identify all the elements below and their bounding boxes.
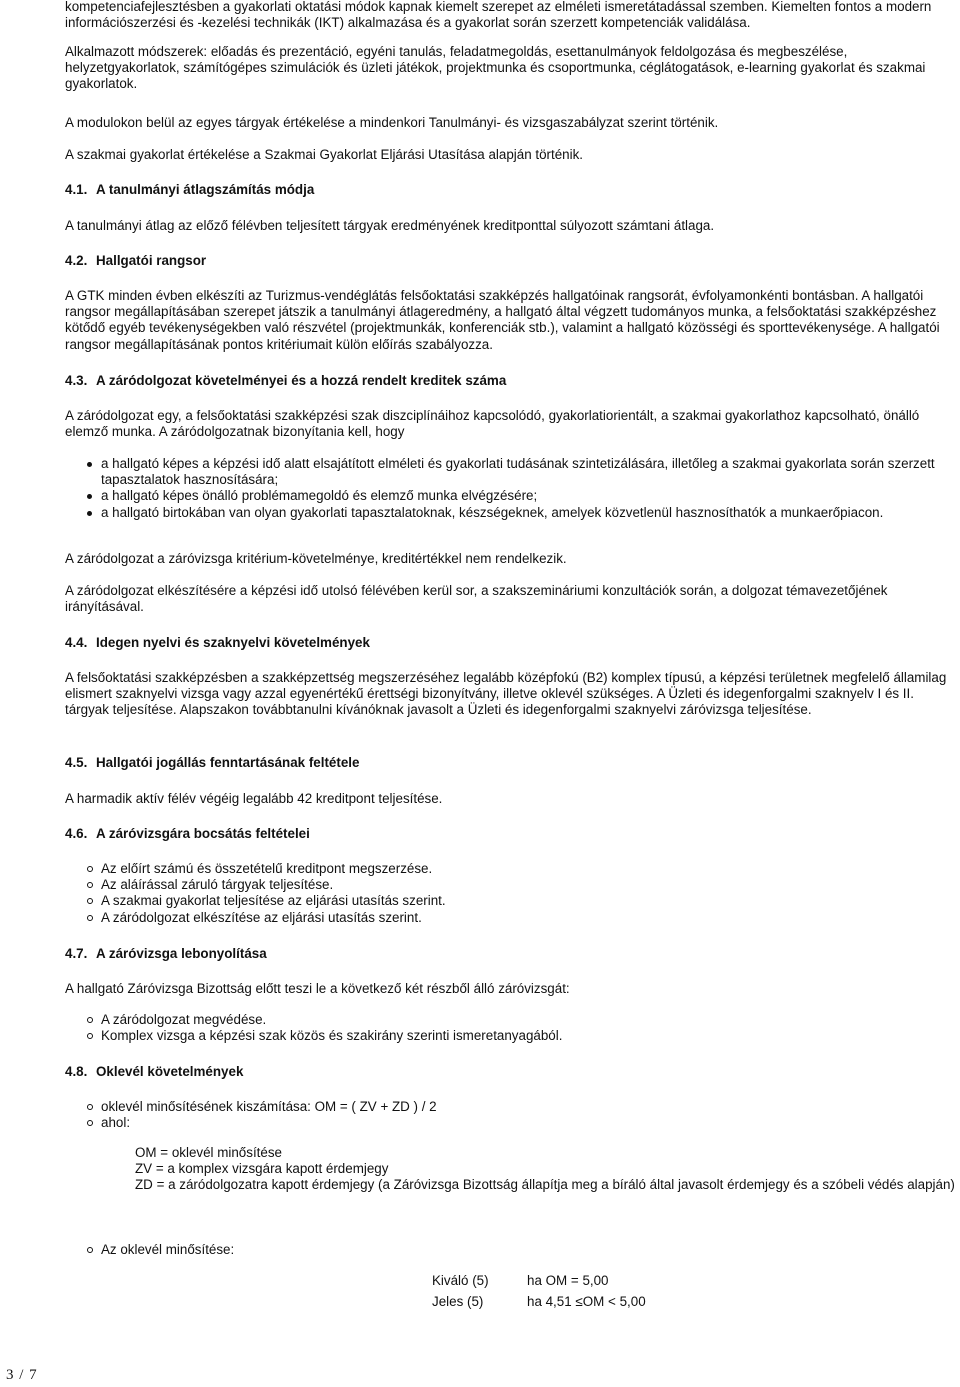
list-exam-conditions (65, 861, 957, 926)
list-item-where: ahol: (65, 1115, 957, 1131)
heading-4-7 (65, 946, 957, 962)
paragraph-4-2: A GTK minden évben elkészíti az Turizmus-vendéglátás felsőoktatási szakképzés hallgatóinak rangsorát, évfolyamonkénti bontásban. A hallgatói rangsor megállapításában szerepet játszik a tanulmányi átlageredmény, a hallgató által végzett tudományos munka, a felsőoktatási szakképzéshez kötődő egyéb tevékenységekben való részvétel (projektmunkák, konferenciák stb.), valamint a hallgató közösségi és sporttevékenysége. A hallgatói rangsor megállapításának pontos kritériumait külön előírás szabályozza. (65, 288, 940, 352)
heading-4-3 (65, 373, 957, 389)
list-item: a hallgató képes önálló problémamegoldó és elemző munka elvégzésére; (65, 488, 957, 504)
heading-4-2 (65, 253, 957, 269)
heading-number: 4.7. (65, 946, 88, 961)
heading-title: Idegen nyelvi és szaknyelvi követelmények (96, 635, 370, 650)
heading-title: Hallgatói jogállás fenntartásának feltétele (96, 755, 360, 770)
heading-title: A záróvizsgára bocsátás feltételei (96, 826, 310, 841)
heading-4-8 (65, 1064, 957, 1080)
heading-4-1 (65, 182, 957, 198)
heading-number: 4.8. (65, 1064, 88, 1079)
heading-title: A záróvizsga lebonyolítása (96, 946, 267, 961)
paragraph-4-3-b: A záródolgozat a záróvizsga kritérium-követelménye, kreditértékkel nem rendelkezik. (65, 551, 567, 566)
grade-label: Kiváló (5) (432, 1273, 489, 1288)
heading-number: 4.3. (65, 373, 88, 388)
heading-number: 4.4. (65, 635, 88, 650)
heading-title: Hallgatói rangsor (96, 253, 207, 268)
grade-row (432, 1271, 609, 1291)
list-thesis-requirements (65, 456, 957, 521)
grade-label: Jeles (5) (432, 1294, 484, 1309)
list-item: A záródolgozat elkészítése az eljárási utasítás szerint. (65, 910, 957, 926)
list-item: a hallgató képes a képzési idő alatt elsajátított elméleti és gyakorlati tudásának szintetizálására, illetőleg a szakmai gyakorlata során szerzett tapasztalatok hasznosítására; (65, 456, 957, 488)
page-number: 3 / 7 (6, 1367, 38, 1383)
paragraph-4-7: A hallgató Záróvizsga Bizottság előtt teszi le a következő két részből álló záróvizsgát: (65, 981, 570, 996)
list-diploma (65, 1099, 957, 1131)
list-item: A záródolgozat megvédése. (65, 1012, 957, 1028)
grade-rule: ha OM = 5,00 (527, 1273, 609, 1288)
grade-rule: ha 4,51 ≤OM < 5,00 (527, 1294, 646, 1309)
paragraph-4-3-a: A záródolgozat egy, a felsőoktatási szakképzési szak diszciplínáihoz kapcsolódó, gyakorlatiorientált, a szakmai gyakorlathoz kapcsolható, önálló elemző munka. A záródolgozatnak bizonyítania kell, hogy (65, 408, 920, 440)
definition-zd: ZD = a záródolgozatra kapott érdemjegy (a Záróvizsga Bizottság állapítja meg a bíráló által javasolt érdemjegy és a szóbeli védés alapján) (135, 1177, 955, 1192)
heading-number: 4.2. (65, 253, 88, 268)
list-exam-parts (65, 1012, 957, 1044)
heading-4-6 (65, 826, 957, 842)
heading-4-5 (65, 755, 957, 771)
list-item: A szakmai gyakorlat teljesítése az eljárási utasítás szerint. (65, 893, 957, 909)
paragraph-4-5: A harmadik aktív félév végéig legalább 42 kreditpont teljesítése. (65, 791, 443, 806)
grade-row (432, 1292, 646, 1312)
paragraph-methods: Alkalmazott módszerek: előadás és prezentáció, egyéni tanulás, feladatmegoldás, esettanulmányok feldolgozása és megbeszélése, helyzetgyakorlatok, számítógépes szimulációk és üzleti játékok, projektmunka és csoportmunka, céglátogatások, e-learning gyakorlat és szakmai gyakorlatok. (65, 44, 926, 92)
list-item: Az aláírással záruló tárgyak teljesítése. (65, 877, 957, 893)
list-item-formula: oklevél minősítésének kiszámítása: OM = ( ZV + ZD ) / 2 (65, 1099, 957, 1115)
paragraph-4-4: A felsőoktatási szakképzésben a szakképzettség megszerzéséhez legalább középfokú (B2) komplex típusú, a képzési területnek megfelelő államilag elismert szaknyelvi vizsga vagy azzal egyenértékű érettségi bizonyítvány, illetve oklevél szükséges. A Üzleti és idegenforgalmi szaknyelv I és II. tárgyak teljesítése. Alapszakon továbbtanulni kívánóknak javasolt a Üzleti és idegenforgalmi szaknyelvi záróvizsga teljesítése. (65, 670, 947, 718)
list-diploma-grade (65, 1242, 957, 1258)
list-item: Az oklevél minősítése: (65, 1242, 957, 1258)
paragraph-modules: A modulokon belül az egyes tárgyak értékelése a mindenkori Tanulmányi- és vizsgaszabályzat szerint történik. (65, 115, 719, 130)
definition-zv: ZV = a komplex vizsgára kapott érdemjegy (135, 1161, 389, 1176)
list-item: Komplex vizsga a képzési szak közös és szakirány szerinti ismeretanyagából. (65, 1028, 957, 1044)
paragraph-practice: A szakmai gyakorlat értékelése a Szakmai Gyakorlat Eljárási Utasítása alapján történik. (65, 147, 584, 162)
list-item: Az előírt számú és összetételű kreditpont megszerzése. (65, 861, 957, 877)
list-item: a hallgató birtokában van olyan gyakorlati tapasztalatoknak, készségeknek, amelyek közvetlenül hasznosíthatók a munkaerőpiacon. (65, 505, 957, 521)
heading-title: A záródolgozat követelményei és a hozzá rendelt kreditek száma (96, 373, 507, 388)
definition-om: OM = oklevél minősítése (135, 1145, 282, 1160)
heading-number: 4.1. (65, 182, 88, 197)
paragraph-intro-top: kompetenciafejlesztésben a gyakorlati oktatási módok kapnak kiemelt szerepet az elméleti ismeretátadással szemben. Kiemelten fontos a modern információszerzési és -kezelési technikák (IKT) alkalmazása és a gyakorlat során szerzett kompetenciák validálása. (65, 0, 932, 31)
heading-number: 4.6. (65, 826, 88, 841)
heading-4-4 (65, 635, 957, 651)
heading-title: A tanulmányi átlagszámítás módja (96, 182, 315, 197)
paragraph-4-3-c: A záródolgozat elkészítésére a képzési idő utolsó félévében kerül sor, a szakszemináriumi konzultációk során, a dolgozat témavezetőjének irányításával. (65, 583, 888, 615)
paragraph-4-1: A tanulmányi átlag az előző félévben teljesített tárgyak eredményének kreditponttal súlyozott számtani átlaga. (65, 218, 715, 233)
heading-title: Oklevél követelmények (96, 1064, 244, 1079)
heading-number: 4.5. (65, 755, 88, 770)
